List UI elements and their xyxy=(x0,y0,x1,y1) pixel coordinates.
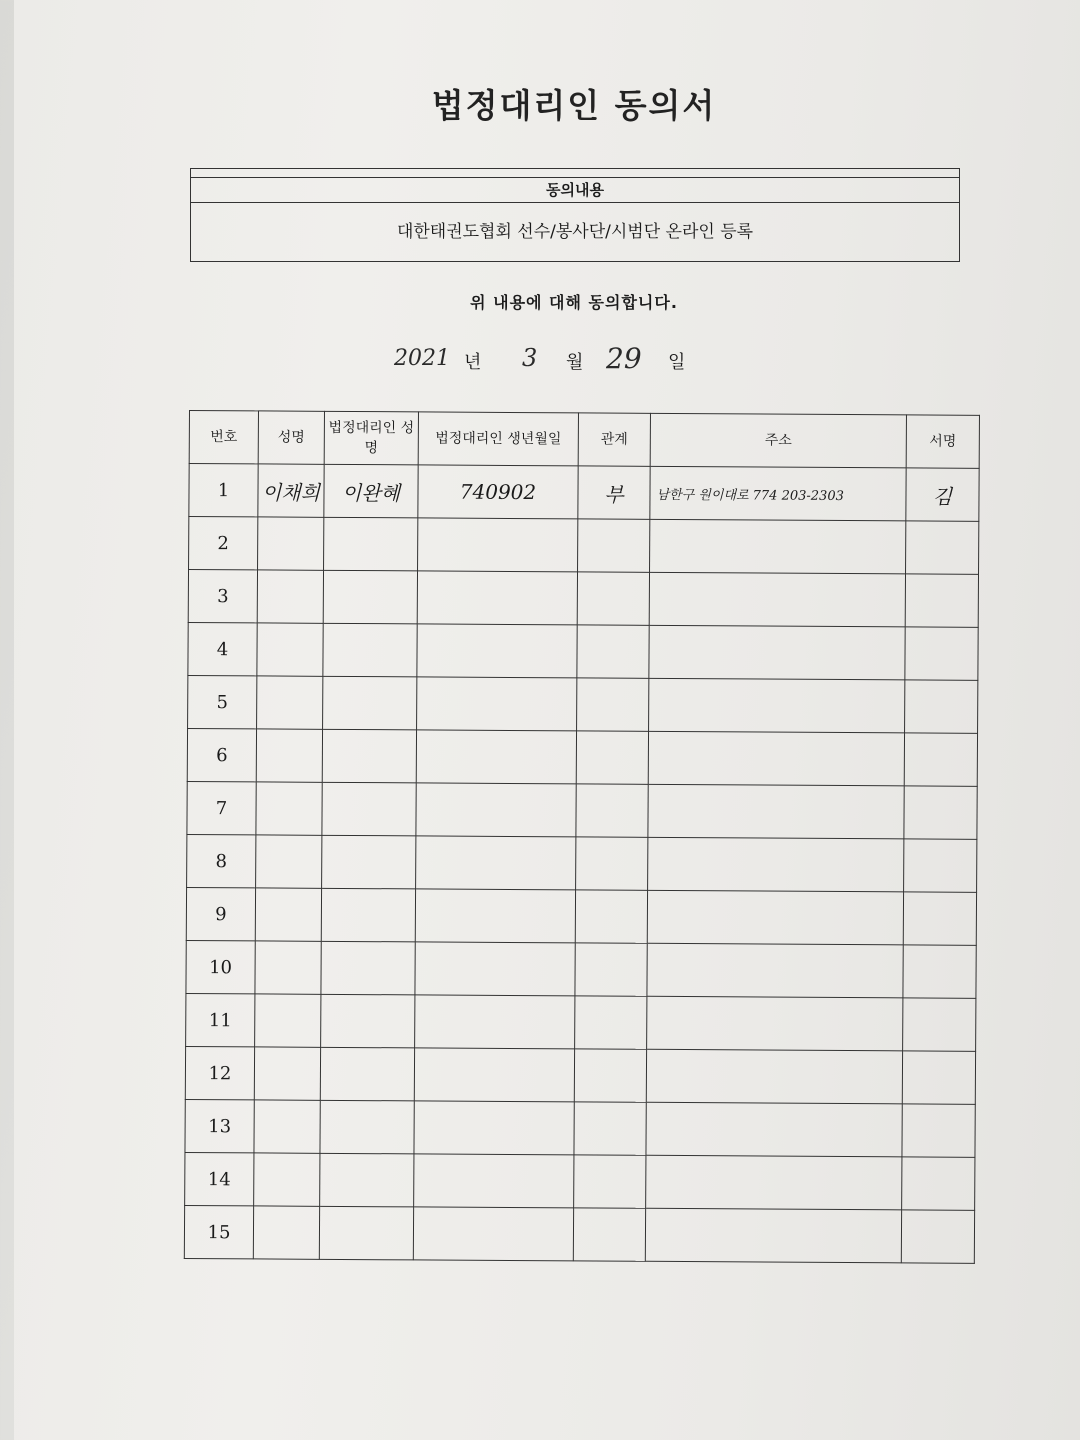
cell-number: 5 xyxy=(188,675,257,728)
consent-content-body: 대한태권도협회 선수/봉사단/시범단 온라인 등록 xyxy=(396,222,754,242)
cell-relation xyxy=(576,731,648,784)
cell-guardian-name xyxy=(321,941,415,995)
cell-relation: 부 xyxy=(578,466,650,519)
cell-guardian-birth xyxy=(415,942,575,996)
cell-address: 남한구 원이대로 774 203-2303 xyxy=(650,466,906,521)
header-guardian-name: 법정대리인 성명 xyxy=(324,411,418,465)
cell-number: 3 xyxy=(188,570,257,623)
cell-number: 13 xyxy=(185,1099,254,1152)
cell-signature xyxy=(903,945,976,998)
date-year-unit: 년 xyxy=(464,352,482,373)
cell-name xyxy=(254,1047,320,1100)
cell-guardian-name xyxy=(321,994,415,1048)
table-row xyxy=(187,834,977,892)
cell-guardian-birth xyxy=(413,1207,573,1261)
table-row xyxy=(189,464,979,522)
cell-guardian-birth xyxy=(414,1154,574,1208)
cell-number: 1 xyxy=(189,464,258,517)
cell-relation xyxy=(575,890,647,943)
cell-address xyxy=(650,519,906,574)
cell-address xyxy=(646,1155,902,1210)
cell-guardian-birth xyxy=(416,836,576,890)
cell-number: 15 xyxy=(184,1205,253,1258)
cell-signature xyxy=(906,521,979,574)
table-row xyxy=(184,1205,974,1263)
cell-name xyxy=(253,1206,319,1259)
cell-signature xyxy=(905,680,978,733)
cell-guardian-name xyxy=(322,729,416,783)
cell-number: 8 xyxy=(187,834,256,887)
table-header-row xyxy=(189,411,979,469)
guardian-consent-table xyxy=(184,410,980,1264)
cell-relation xyxy=(574,1049,646,1102)
cell-signature xyxy=(903,998,976,1051)
cell-guardian-name xyxy=(320,1047,414,1101)
cell-guardian-name: 이완혜 xyxy=(324,464,418,518)
cell-name xyxy=(255,941,321,994)
cell-relation xyxy=(574,1155,646,1208)
cell-signature xyxy=(901,1210,974,1263)
cell-name xyxy=(255,888,321,941)
cell-address xyxy=(649,625,905,680)
cell-guardian-birth xyxy=(418,518,578,572)
cell-address xyxy=(649,678,905,733)
table-row xyxy=(187,781,977,839)
table-row xyxy=(185,1152,975,1210)
cell-number: 10 xyxy=(186,940,255,993)
cell-signature xyxy=(904,786,977,839)
cell-address xyxy=(647,996,903,1051)
table-row xyxy=(187,728,977,786)
cell-guardian-birth xyxy=(417,624,577,678)
cell-guardian-birth xyxy=(414,1101,574,1155)
cell-signature xyxy=(904,839,977,892)
cell-guardian-birth xyxy=(415,889,575,943)
cell-name xyxy=(257,676,323,729)
cell-address xyxy=(646,1049,902,1104)
cell-name xyxy=(254,1100,320,1153)
cell-guardian-name xyxy=(323,676,417,730)
table-row xyxy=(189,517,979,575)
cell-relation xyxy=(578,519,650,572)
date-day-unit: 일 xyxy=(668,352,686,373)
cell-address xyxy=(646,1102,902,1157)
table-row xyxy=(186,887,976,945)
cell-signature xyxy=(905,627,978,680)
cell-number: 6 xyxy=(187,728,256,781)
cell-relation xyxy=(575,943,647,996)
cell-guardian-name xyxy=(323,623,417,677)
table-row xyxy=(188,570,978,628)
cell-name xyxy=(255,994,321,1047)
cell-guardian-birth: 740902 xyxy=(418,465,578,519)
cell-number: 11 xyxy=(186,993,255,1046)
cell-name xyxy=(257,623,323,676)
table-row xyxy=(186,940,976,998)
agreement-statement: 위 내용에 대해 동의합니다. xyxy=(470,293,678,312)
header-name: 성명 xyxy=(258,411,324,464)
cell-name xyxy=(256,835,322,888)
table-row xyxy=(188,622,978,680)
cell-guardian-name xyxy=(324,517,418,571)
cell-address xyxy=(648,784,904,839)
document-page xyxy=(14,0,1080,1440)
date-month-unit: 월 xyxy=(566,352,584,373)
cell-guardian-birth xyxy=(414,1048,574,1102)
cell-name xyxy=(256,782,322,835)
cell-guardian-name xyxy=(320,1153,414,1207)
table-row xyxy=(185,1046,975,1104)
cell-guardian-name xyxy=(323,570,417,624)
header-signature: 서명 xyxy=(906,415,979,468)
cell-guardian-birth xyxy=(417,677,577,731)
cell-name xyxy=(254,1153,320,1206)
header-relation: 관계 xyxy=(578,413,650,466)
cell-address xyxy=(647,890,903,945)
cell-relation xyxy=(577,678,649,731)
cell-guardian-birth xyxy=(415,995,575,1049)
date-month: 3 xyxy=(522,344,538,372)
cell-guardian-birth xyxy=(416,783,576,837)
cell-relation xyxy=(573,1208,645,1261)
consent-content-box xyxy=(190,168,960,262)
cell-number: 7 xyxy=(187,781,256,834)
cell-address xyxy=(648,837,904,892)
cell-relation xyxy=(575,996,647,1049)
cell-relation xyxy=(577,572,649,625)
cell-relation xyxy=(576,784,648,837)
cell-guardian-birth xyxy=(416,730,576,784)
cell-number: 2 xyxy=(189,517,258,570)
cell-guardian-name xyxy=(321,888,415,942)
cell-number: 9 xyxy=(186,887,255,940)
table-row xyxy=(185,1099,975,1157)
cell-guardian-name xyxy=(319,1206,413,1260)
cell-address xyxy=(645,1208,901,1263)
date-year: 2021 xyxy=(394,346,450,371)
cell-signature xyxy=(903,892,976,945)
cell-name xyxy=(256,729,322,782)
cell-guardian-name xyxy=(322,835,416,889)
cell-name: 이채희 xyxy=(258,464,324,517)
cell-relation xyxy=(574,1102,646,1155)
cell-number: 12 xyxy=(185,1046,254,1099)
cell-number: 14 xyxy=(185,1152,254,1205)
cell-name xyxy=(257,570,323,623)
cell-guardian-birth xyxy=(417,571,577,625)
cell-relation xyxy=(577,625,649,678)
cell-signature xyxy=(904,733,977,786)
header-number: 번호 xyxy=(189,411,258,464)
cell-signature xyxy=(902,1157,975,1210)
cell-signature xyxy=(905,574,978,627)
cell-signature xyxy=(902,1051,975,1104)
table-row xyxy=(186,993,976,1051)
cell-address xyxy=(647,943,903,998)
cell-number: 4 xyxy=(188,622,257,675)
cell-guardian-name xyxy=(322,782,416,836)
header-address: 주소 xyxy=(650,413,906,468)
document-title: 법정대리인 동의서 xyxy=(431,86,717,125)
date-day: 29 xyxy=(606,342,642,375)
cell-relation xyxy=(576,837,648,890)
cell-name xyxy=(258,517,324,570)
table-row xyxy=(188,675,978,733)
cell-signature xyxy=(902,1104,975,1157)
cell-address xyxy=(648,731,904,786)
consent-content-heading: 동의내용 xyxy=(191,177,959,203)
header-guardian-birth: 법정대리인 생년월일 xyxy=(418,412,578,466)
cell-address xyxy=(649,572,905,627)
cell-signature: 김 xyxy=(906,468,979,521)
cell-guardian-name xyxy=(320,1100,414,1154)
